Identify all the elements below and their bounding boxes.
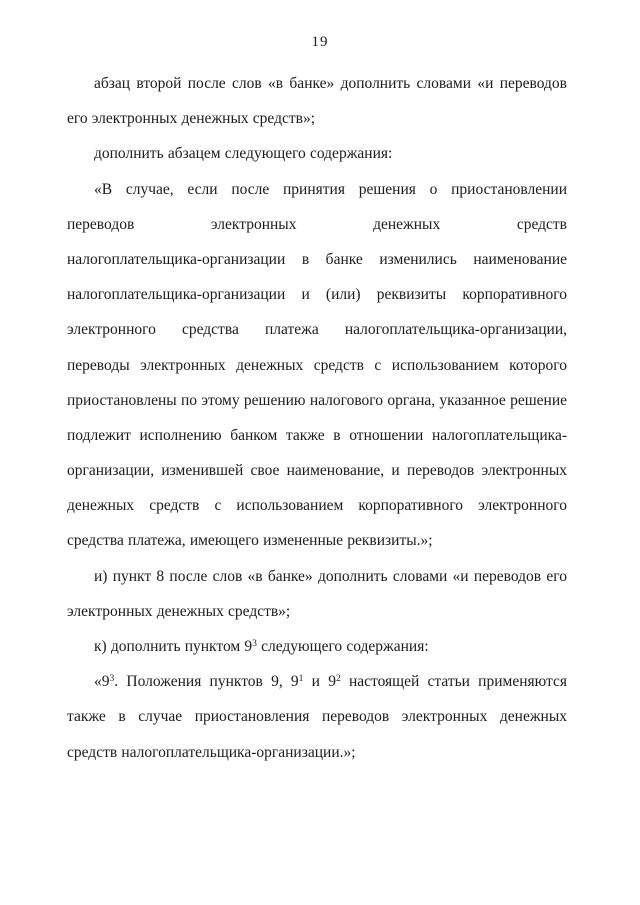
- paragraph: [67, 66, 567, 136]
- text-line: переводы электронных денежных средств с использованием которого: [67, 356, 567, 374]
- text-line: денежных средств с использованием корпоративного электронного: [67, 497, 567, 515]
- text-line: налогоплательщика-организации в банке изменились наименование: [67, 250, 567, 268]
- text-line: его электронных денежных средств»;: [67, 110, 316, 128]
- text-line: «$9^3$. Положения пунктов 9, $9^1$ и $9^2$ настоящей статьи применяются: [94, 672, 567, 691]
- paragraph: [67, 559, 567, 629]
- document-body: [67, 66, 567, 770]
- text-line: «В случае, если после принятия решения о приостановлении: [94, 180, 567, 198]
- paragraph: [67, 136, 567, 171]
- text-line: к) дополнить пунктом $9^3$ следующего содержания:: [94, 637, 429, 655]
- text-line: подлежит исполнению банком также в отношении налогоплательщика-: [67, 426, 567, 444]
- text-line: и) пункт 8 после слов «в банке» дополнить словами «и переводов его: [94, 567, 567, 585]
- page-number: 19: [311, 34, 329, 50]
- text-line: также в случае приостановления переводов электронных денежных: [67, 708, 567, 726]
- text-line: средств налогоплательщика-организации.»;: [67, 743, 356, 761]
- text-line: средства платежа, имеющего измененные реквизиты.»;: [67, 532, 433, 550]
- paragraph: [67, 664, 567, 770]
- text-line: электронных денежных средств»;: [67, 602, 291, 620]
- paragraph: [67, 629, 567, 664]
- text-line: налогоплательщика-организации и (или) реквизиты корпоративного: [67, 286, 567, 304]
- text-line: организации, изменившей свое наименование, и переводов электронных: [67, 462, 567, 480]
- text-line: абзац второй после слов «в банке» дополнить словами «и переводов: [94, 75, 567, 92]
- text-line: переводов электронных денежных средств: [67, 215, 567, 233]
- text-line: приостановлены по этому решению налогового органа, указанное решение: [67, 391, 567, 409]
- paragraph: [67, 172, 567, 559]
- text-line: дополнить абзацем следующего содержания:: [94, 145, 393, 163]
- text-line: электронного средства платежа налогоплательщика-организации,: [67, 321, 567, 339]
